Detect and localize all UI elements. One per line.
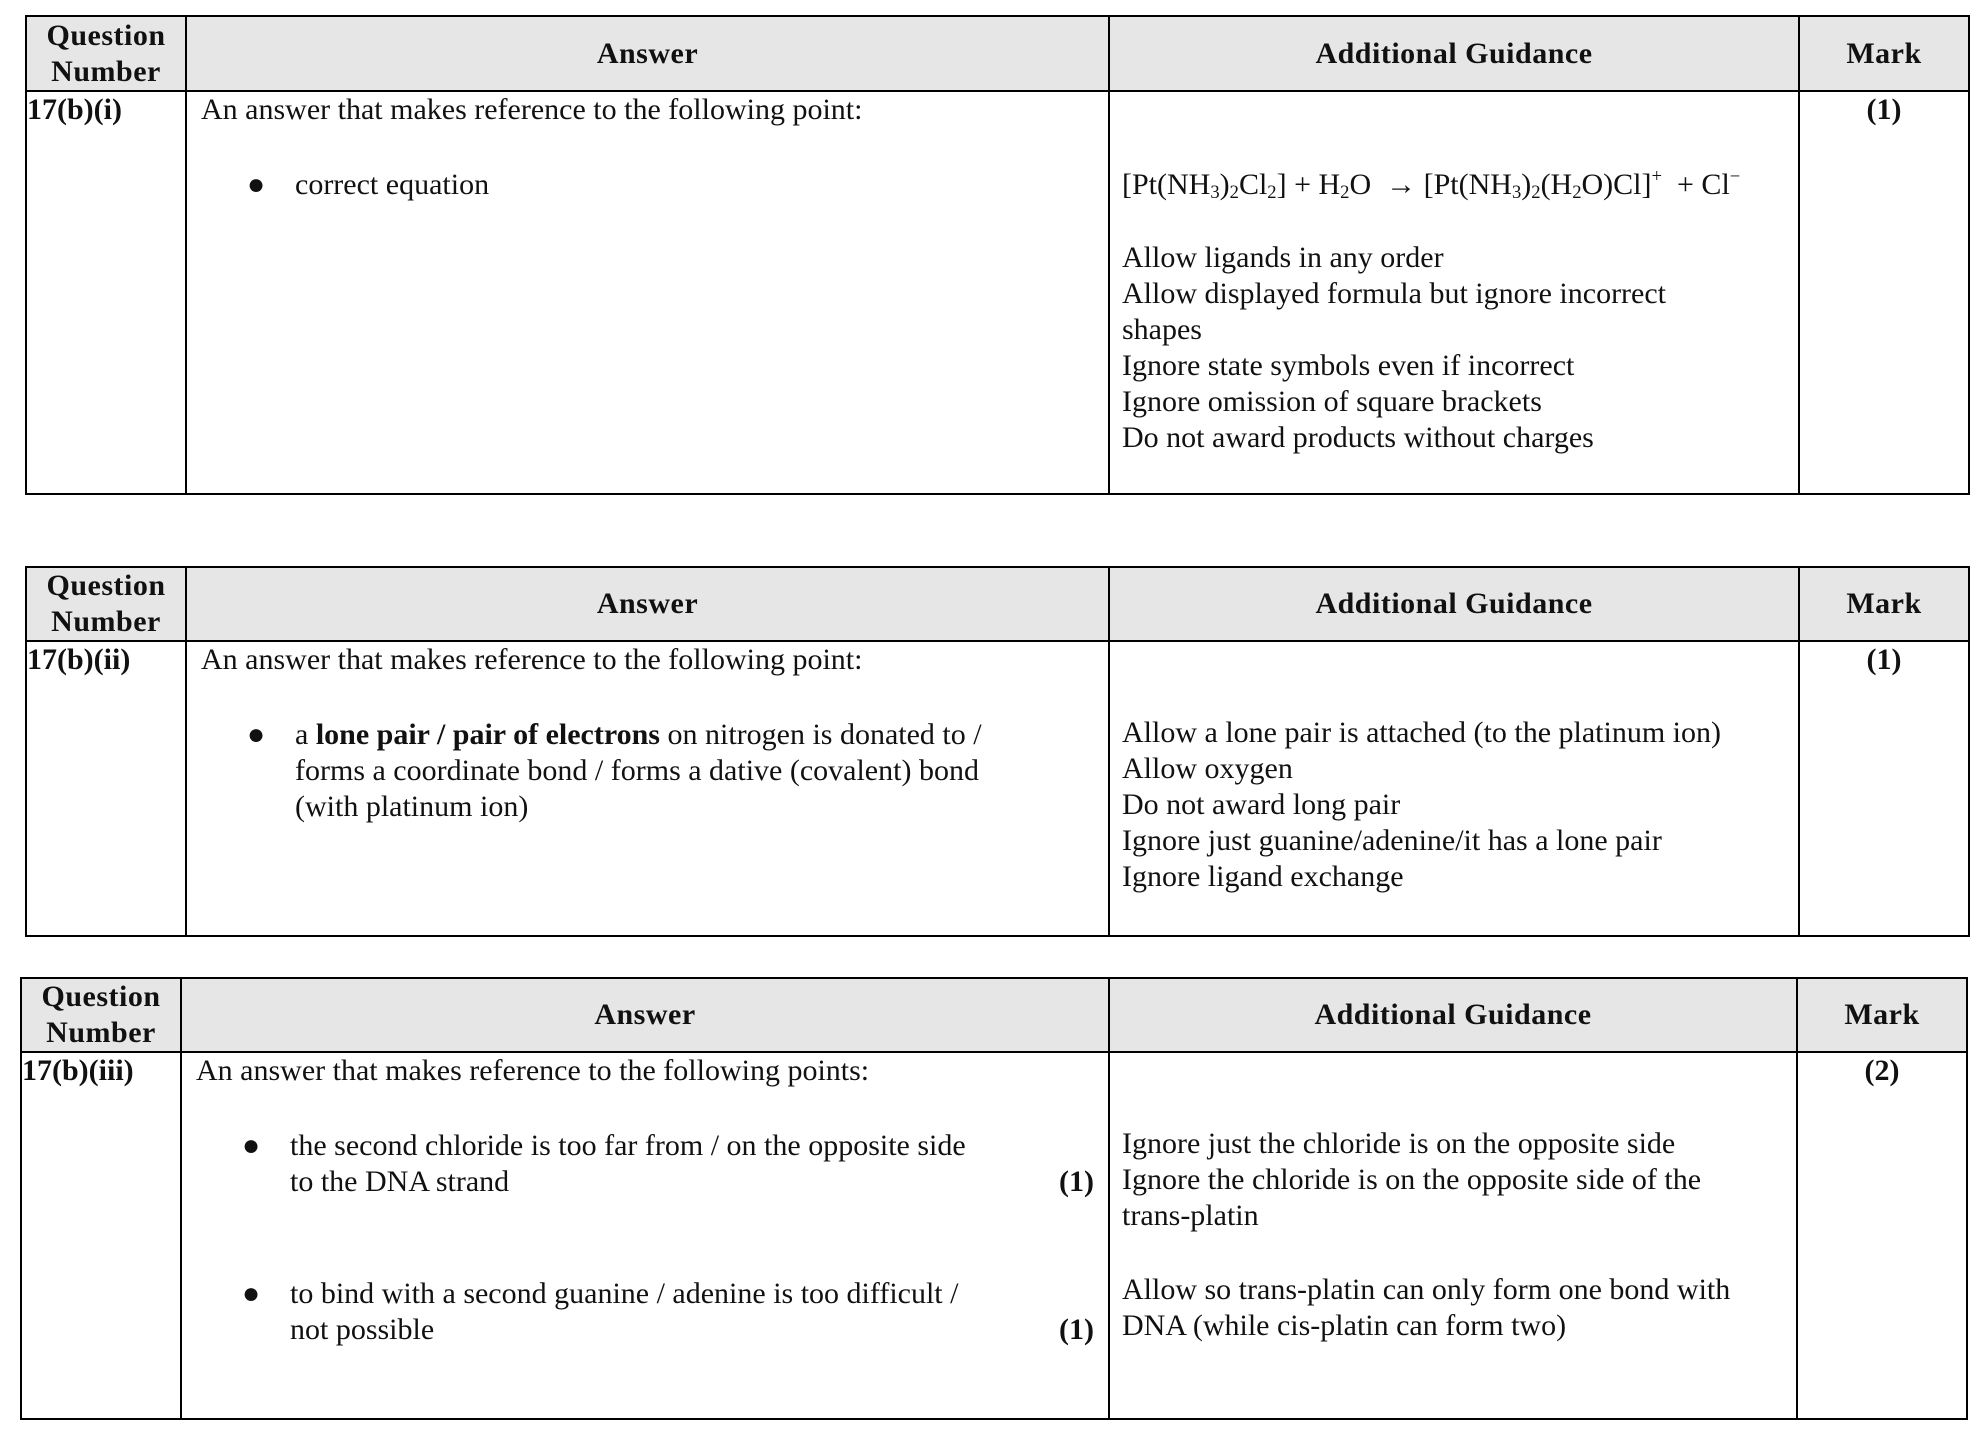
bullet-mark-2: (1) [1059,1313,1094,1346]
header-answer: Answer [186,16,1109,91]
header-mark: Mark [1797,978,1967,1052]
answer-cell [186,641,1109,936]
answer-bullet-2: to bind with a second guanine / adenine is too difficult / not possible [290,1277,959,1346]
answer-cell [181,1052,1109,1419]
header-question-number: Question Number [26,16,186,91]
guidance-line: Ignore omission of square brackets [1122,385,1542,418]
guidance-cell [1109,1052,1797,1419]
bullet-icon: ● [242,1277,261,1310]
mark-cell: (1) [1799,641,1969,936]
bullet-mark-1: (1) [1059,1165,1094,1198]
guidance-list [1122,715,1721,895]
guidance-line: Do not award long pair [1122,788,1401,821]
answer-bullet-1: the second chloride is too far from / on the opposite side to the DNA strand [290,1129,966,1198]
answer-bullet: a lone pair / pair of electrons on nitrogen is donated to / forms a coordinate bond / forms a dative (covalent) bond (with platinum ion) [295,718,982,823]
answer-cell [186,91,1109,494]
bullet-icon: ● [247,168,266,201]
guidance-list-1 [1122,1126,1701,1234]
mark-cell: (2) [1797,1052,1967,1419]
guidance-line: Allow displayed formula but ignore incorrect [1122,277,1667,310]
guidance-cell [1109,641,1799,936]
guidance-line: Allow ligands in any order [1122,241,1444,274]
markscheme-table-17bii [25,566,1970,937]
equation: $[Pt(NH_3)_2Cl_2] + H_2O \to [Pt(NH_3)_2(H_2O)Cl]^+ + Cl^-$ [1122,166,1741,203]
guidance-line: Ignore state symbols even if incorrect [1122,349,1575,382]
answer-bullet: correct equation [295,168,490,201]
guidance-line: shapes [1122,313,1202,346]
mark-cell: (1) [1799,91,1969,494]
bullet-icon: ● [242,1129,261,1162]
header-additional-guidance: Additional Guidance [1109,16,1799,91]
guidance-cell [1109,91,1799,494]
markscheme-table-17bi [25,15,1970,495]
guidance-line: Do not award products without charges [1122,421,1594,454]
header-additional-guidance: Additional Guidance [1109,567,1799,641]
guidance-line: Allow oxygen [1122,752,1293,785]
guidance-list-2 [1122,1272,1730,1344]
guidance-line: Ignore ligand exchange [1122,860,1404,893]
question-number: 17(b)(ii) [26,641,186,936]
bullet-icon: ● [247,718,266,751]
header-answer: Answer [181,978,1109,1052]
guidance-line: DNA (while cis-platin can form two) [1122,1309,1567,1342]
guidance-line: trans-platin [1122,1199,1259,1232]
answer-lead: An answer that makes reference to the following point: [201,643,863,676]
header-question-number: Question Number [21,978,181,1052]
header-additional-guidance: Additional Guidance [1109,978,1797,1052]
guidance-line: Ignore just guanine/adenine/it has a lone pair [1122,824,1662,857]
header-mark: Mark [1799,567,1969,641]
guidance-list [1122,240,1666,456]
header-question-number: Question Number [26,567,186,641]
question-number: 17(b)(i) [26,91,186,494]
guidance-line: Allow a lone pair is attached (to the platinum ion) [1122,716,1722,749]
header-answer: Answer [186,567,1109,641]
answer-lead: An answer that makes reference to the following points: [196,1054,870,1087]
answer-lead: An answer that makes reference to the following point: [201,93,863,126]
guidance-line: Ignore just the chloride is on the opposite side [1122,1127,1676,1160]
header-mark: Mark [1799,16,1969,91]
guidance-line: Ignore the chloride is on the opposite side of the [1122,1163,1702,1196]
markscheme-table-17biii [20,977,1968,1420]
guidance-line: Allow so trans-platin can only form one bond with [1122,1273,1731,1306]
question-number: 17(b)(iii) [21,1052,181,1419]
